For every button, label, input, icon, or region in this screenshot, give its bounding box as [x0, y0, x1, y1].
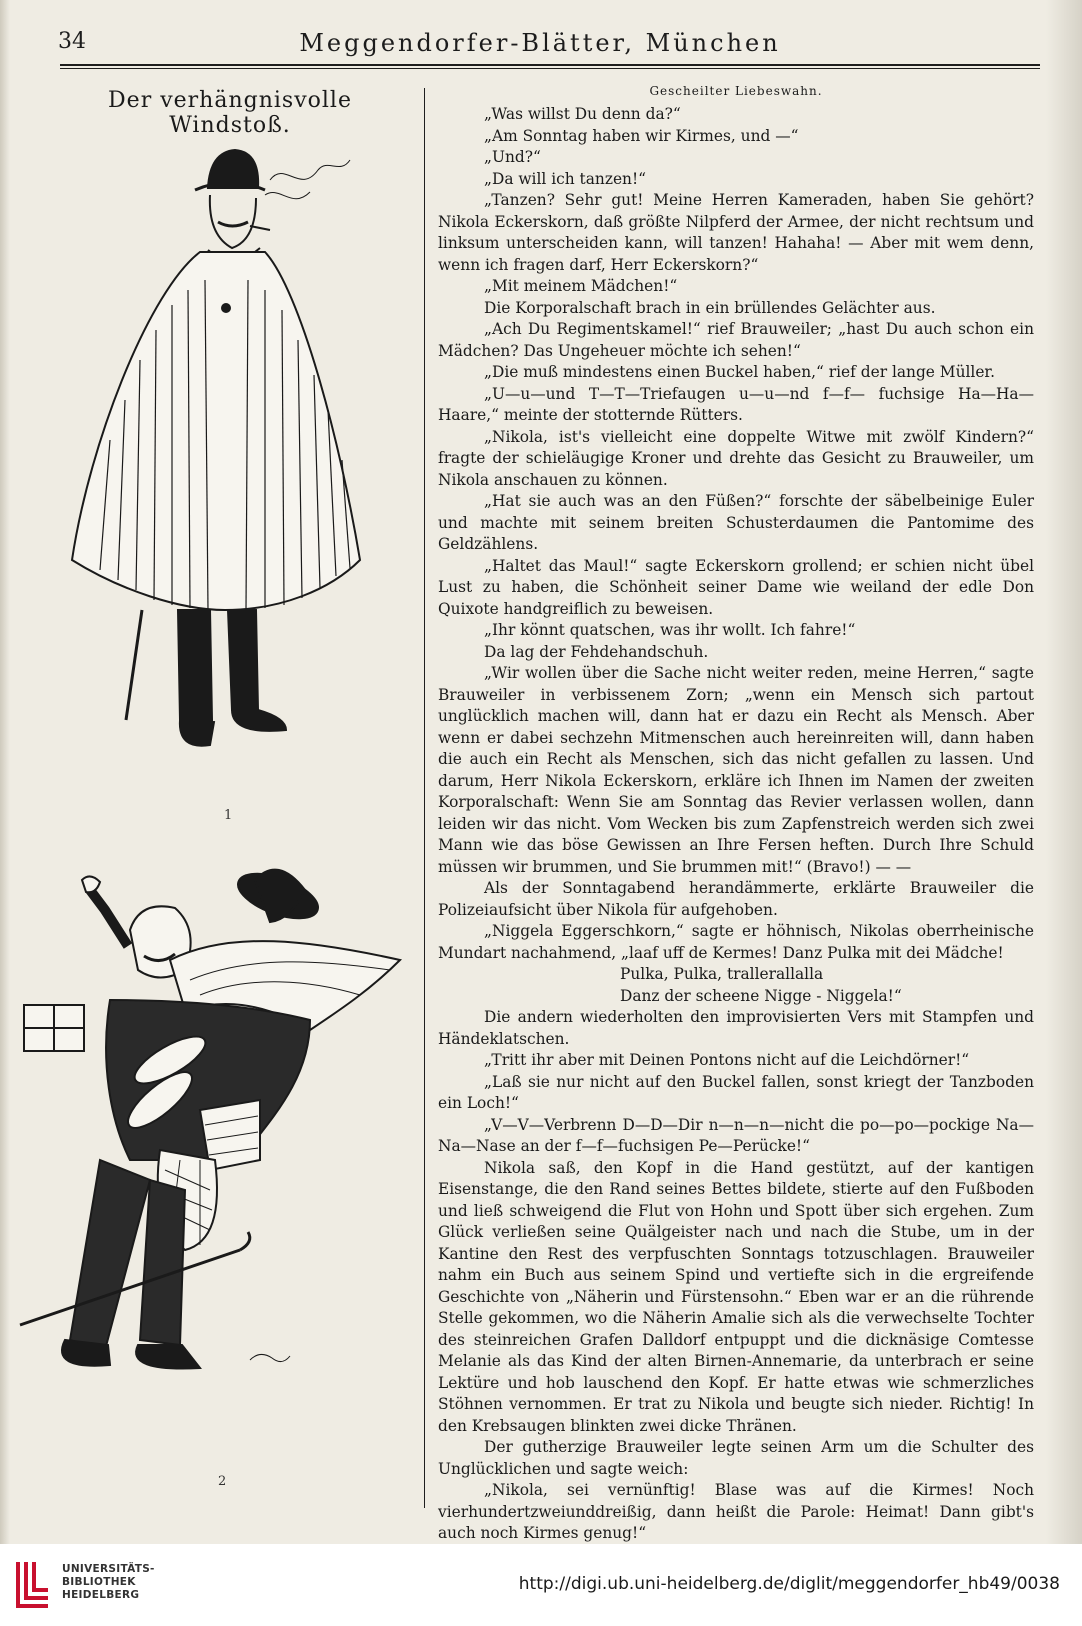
story-title: Gescheilter Liebeswahn.: [649, 84, 823, 98]
cartoon-title: Der verhängnisvolle Windstoß.: [108, 88, 352, 138]
story-paragraph: Nikola saß, den Kopf in die Hand gestützt, auf der kantigen Eisenstange, die den Rand seines Bettes bildete, stierte auf den Fußboden und ließ schweigend die Flut von Hohn und Spott über sich ergehen. Zum Glück verließen seine Quälgeister nach und nach die Stube, um in der Kantine den Rest des verpfuschten Sonntags totzuschlagen. Brauweiler nahm ein Buch aus seinem Spind und vertiefte sich in die ergreifende Geschichte von „Näherin und Fürstensohn.“ Eben war er an die rührende Stelle gekommen, wo die Näherin Amalie sich als die verwechselte Tochter des steinreichen Grafen Dalldorf entpuppt und die dicknäsige Comtesse Melanie als das Kind der alten Birnen-Annemarie, da unterbrach er seine Lektüre und hob lauschend den Kopf. Er hatte etwas wie schmerzliches Stöhnen vernommen. Er trat zu Nikola und beugte sich nieder. Richtig! In den Krebsaugen blinkten zwei dicke Thränen.: [438, 1158, 1034, 1435]
story-column: [438, 82, 1034, 1544]
story-paragraphs: [438, 104, 1034, 964]
story-paragraph: „Hat sie auch was an den Füßen?“ forschte der säbelbeinige Euler und machte mit seinem breiten Schusterdaumen die Pantomime des Geldzählens.: [438, 492, 1034, 553]
story-paragraph: „Ihr könnt quatschen, was ihr wollt. Ich fahre!“: [484, 621, 856, 639]
page-header: [40, 26, 1040, 62]
story-paragraph: „Am Sonntag haben wir Kirmes, und —“: [484, 126, 799, 145]
figure-1-label: 1: [224, 808, 233, 823]
library-name-line: BIBLIOTHEK: [62, 1576, 136, 1588]
story-paragraphs-continued: [438, 1007, 1034, 1544]
story-paragraph: Der gutherzige Brauweiler legte seinen Arm um die Schulter des Unglücklichen und sagte weich:: [438, 1438, 1034, 1478]
story-paragraph: „Tanzen? Sehr gut! Meine Herren Kameraden, haben Sie gehört? Nikola Eckerskorn, daß größte Nilpferd der Armee, der nicht rechtsum und linksum unterscheiden kann, will tanzen! Hahaha! — Aber mit wem denn, wenn ich fragen darf, Herr Eckerskorn?“: [438, 191, 1034, 274]
library-name-line: UNIVERSITÄTS-: [62, 1563, 155, 1575]
verse-line: Danz der scheene Nigge - Niggela!“: [620, 986, 902, 1005]
story-paragraph: „Ach Du Regimentskamel!“ rief Brauweiler; „hast Du auch schon ein Mädchen? Das Ungeheuer möchte ich sehen!“: [438, 320, 1034, 360]
library-name-line: HEIDELBERG: [62, 1589, 140, 1601]
story-paragraph: „Nikola, ist's vielleicht eine doppelte Witwe mit zwölf Kindern?“ fragte der schieläugige Kroner und drehte das Gesicht zu Brauweiler, um Nikola anschauen zu können.: [438, 427, 1034, 489]
story-paragraph: „Nikola, sei vernünftig! Blase was auf die Kirmes! Noch vierhundertzweiunddreißig, dann heißt die Parole: Heimat! Dann gibt's auch noch Kirmes genug!“: [438, 1481, 1034, 1542]
figure-2-label: 2: [218, 1474, 227, 1489]
story-paragraph: „Was willst Du denn da?“: [484, 105, 681, 123]
story-paragraph: „Tritt ihr aber mit Deinen Pontons nicht auf die Leichdörner!“: [484, 1051, 970, 1069]
verse-line: Pulka, Pulka, trallerallalla: [620, 965, 824, 983]
page-number: 34: [58, 29, 86, 54]
column-divider: [424, 88, 425, 1508]
story-paragraph: „Mit meinem Mädchen!“: [484, 277, 678, 295]
story-paragraph: „U—u—und T—T—Triefaugen u—u—nd f—f— fuchsige Ha—Ha—Haare,“ meinte der stotternde Rütters.: [438, 384, 1034, 424]
illustration-gentleman-in-cape: [60, 140, 380, 800]
story-paragraph: Als der Sonntagabend herandämmerte, erklärte Brauweiler die Polizeiaufsicht über Nikola für aufgehoben.: [438, 879, 1034, 919]
story-paragraph: „Laß sie nur nicht auf den Buckel fallen, sonst kriegt der Tanzboden ein Loch!“: [438, 1072, 1034, 1112]
header-rule-thin: [60, 68, 1040, 69]
university-library-logo-icon: [12, 1558, 54, 1610]
header-rule: [60, 64, 1040, 66]
story-paragraph: „Da will ich tanzen!“: [484, 169, 647, 188]
story-paragraph: „Wir wollen über die Sache nicht weiter reden, meine Herren,“ sagte Brauweiler in verbissenem Zorn; „wenn ein Mensch sich partout unglücklich machen will, dann hat er dazu ein Recht als Mensch. Aber wenn er dabei sechzehn Mitmenschen auch hereinreiten will, dann haben die auch ein Recht als Menschen, sich das nicht gefallen zu lassen. Und darum, Herr Nikola Eckerskorn, erkläre ich Ihnen im Namen der zweiten Korporalschaft: Wenn Sie am Sonntag das Revier verlassen wollen, dann leiden wir das nicht. Vom Wecken bis zum Zapfenstreich werden sich zwei Mann wie das böse Gewissen an Ihre Fersen heften. Durch Ihre Schuld müssen wir brummen, und Sie brummen mit!“ (Bravo!) — —: [438, 664, 1034, 876]
running-title: Meggendorfer-Blätter, München: [299, 29, 781, 57]
library-footer: [0, 1544, 1082, 1626]
story-paragraph: Da lag der Fehdehandschuh.: [484, 642, 709, 661]
source-url-link[interactable]: http://digi.ub.uni-heidelberg.de/diglit/meggendorfer_hb49/0038: [518, 1574, 1060, 1594]
story-paragraph: „Die muß mindestens einen Buckel haben,“ rief der lange Müller.: [484, 363, 995, 381]
story-verse: [438, 964, 1034, 1007]
story-paragraph: Die andern wiederholten den improvisierten Vers mit Stampfen und Händeklatschen.: [438, 1008, 1034, 1048]
story-paragraph: Die Korporalschaft brach in ein brüllendes Gelächter aus.: [484, 298, 936, 317]
story-paragraph: „V—V—Verbrenn D—D—Dir n—n—n—nicht die po—po—pockige Na—Na—Nase an der f—f—fuchsigen Pe—Perücke!“: [438, 1115, 1034, 1155]
story-paragraph: „Und?“: [484, 148, 541, 166]
page-edge-shadow-left: [0, 0, 10, 1544]
story-paragraph: „Niggela Eggerschkorn,“ sagte er höhnisch, Nikolas oberrheinische Mundart nachahmend, „laaf uff de Kermes! Danz Pulka mit dei Mädche!: [438, 922, 1034, 962]
illustration-windswept-man: [10, 860, 420, 1430]
story-paragraph: „Haltet das Maul!“ sagte Eckerskorn grollend; er schien nicht übel Lust zu haben, die Schönheit seiner Dame wie weiland der edle Don Quixote handgreiflich zu beweisen.: [438, 556, 1034, 618]
page-edge-shadow-right: [1046, 0, 1082, 1544]
library-name: [62, 1563, 155, 1602]
